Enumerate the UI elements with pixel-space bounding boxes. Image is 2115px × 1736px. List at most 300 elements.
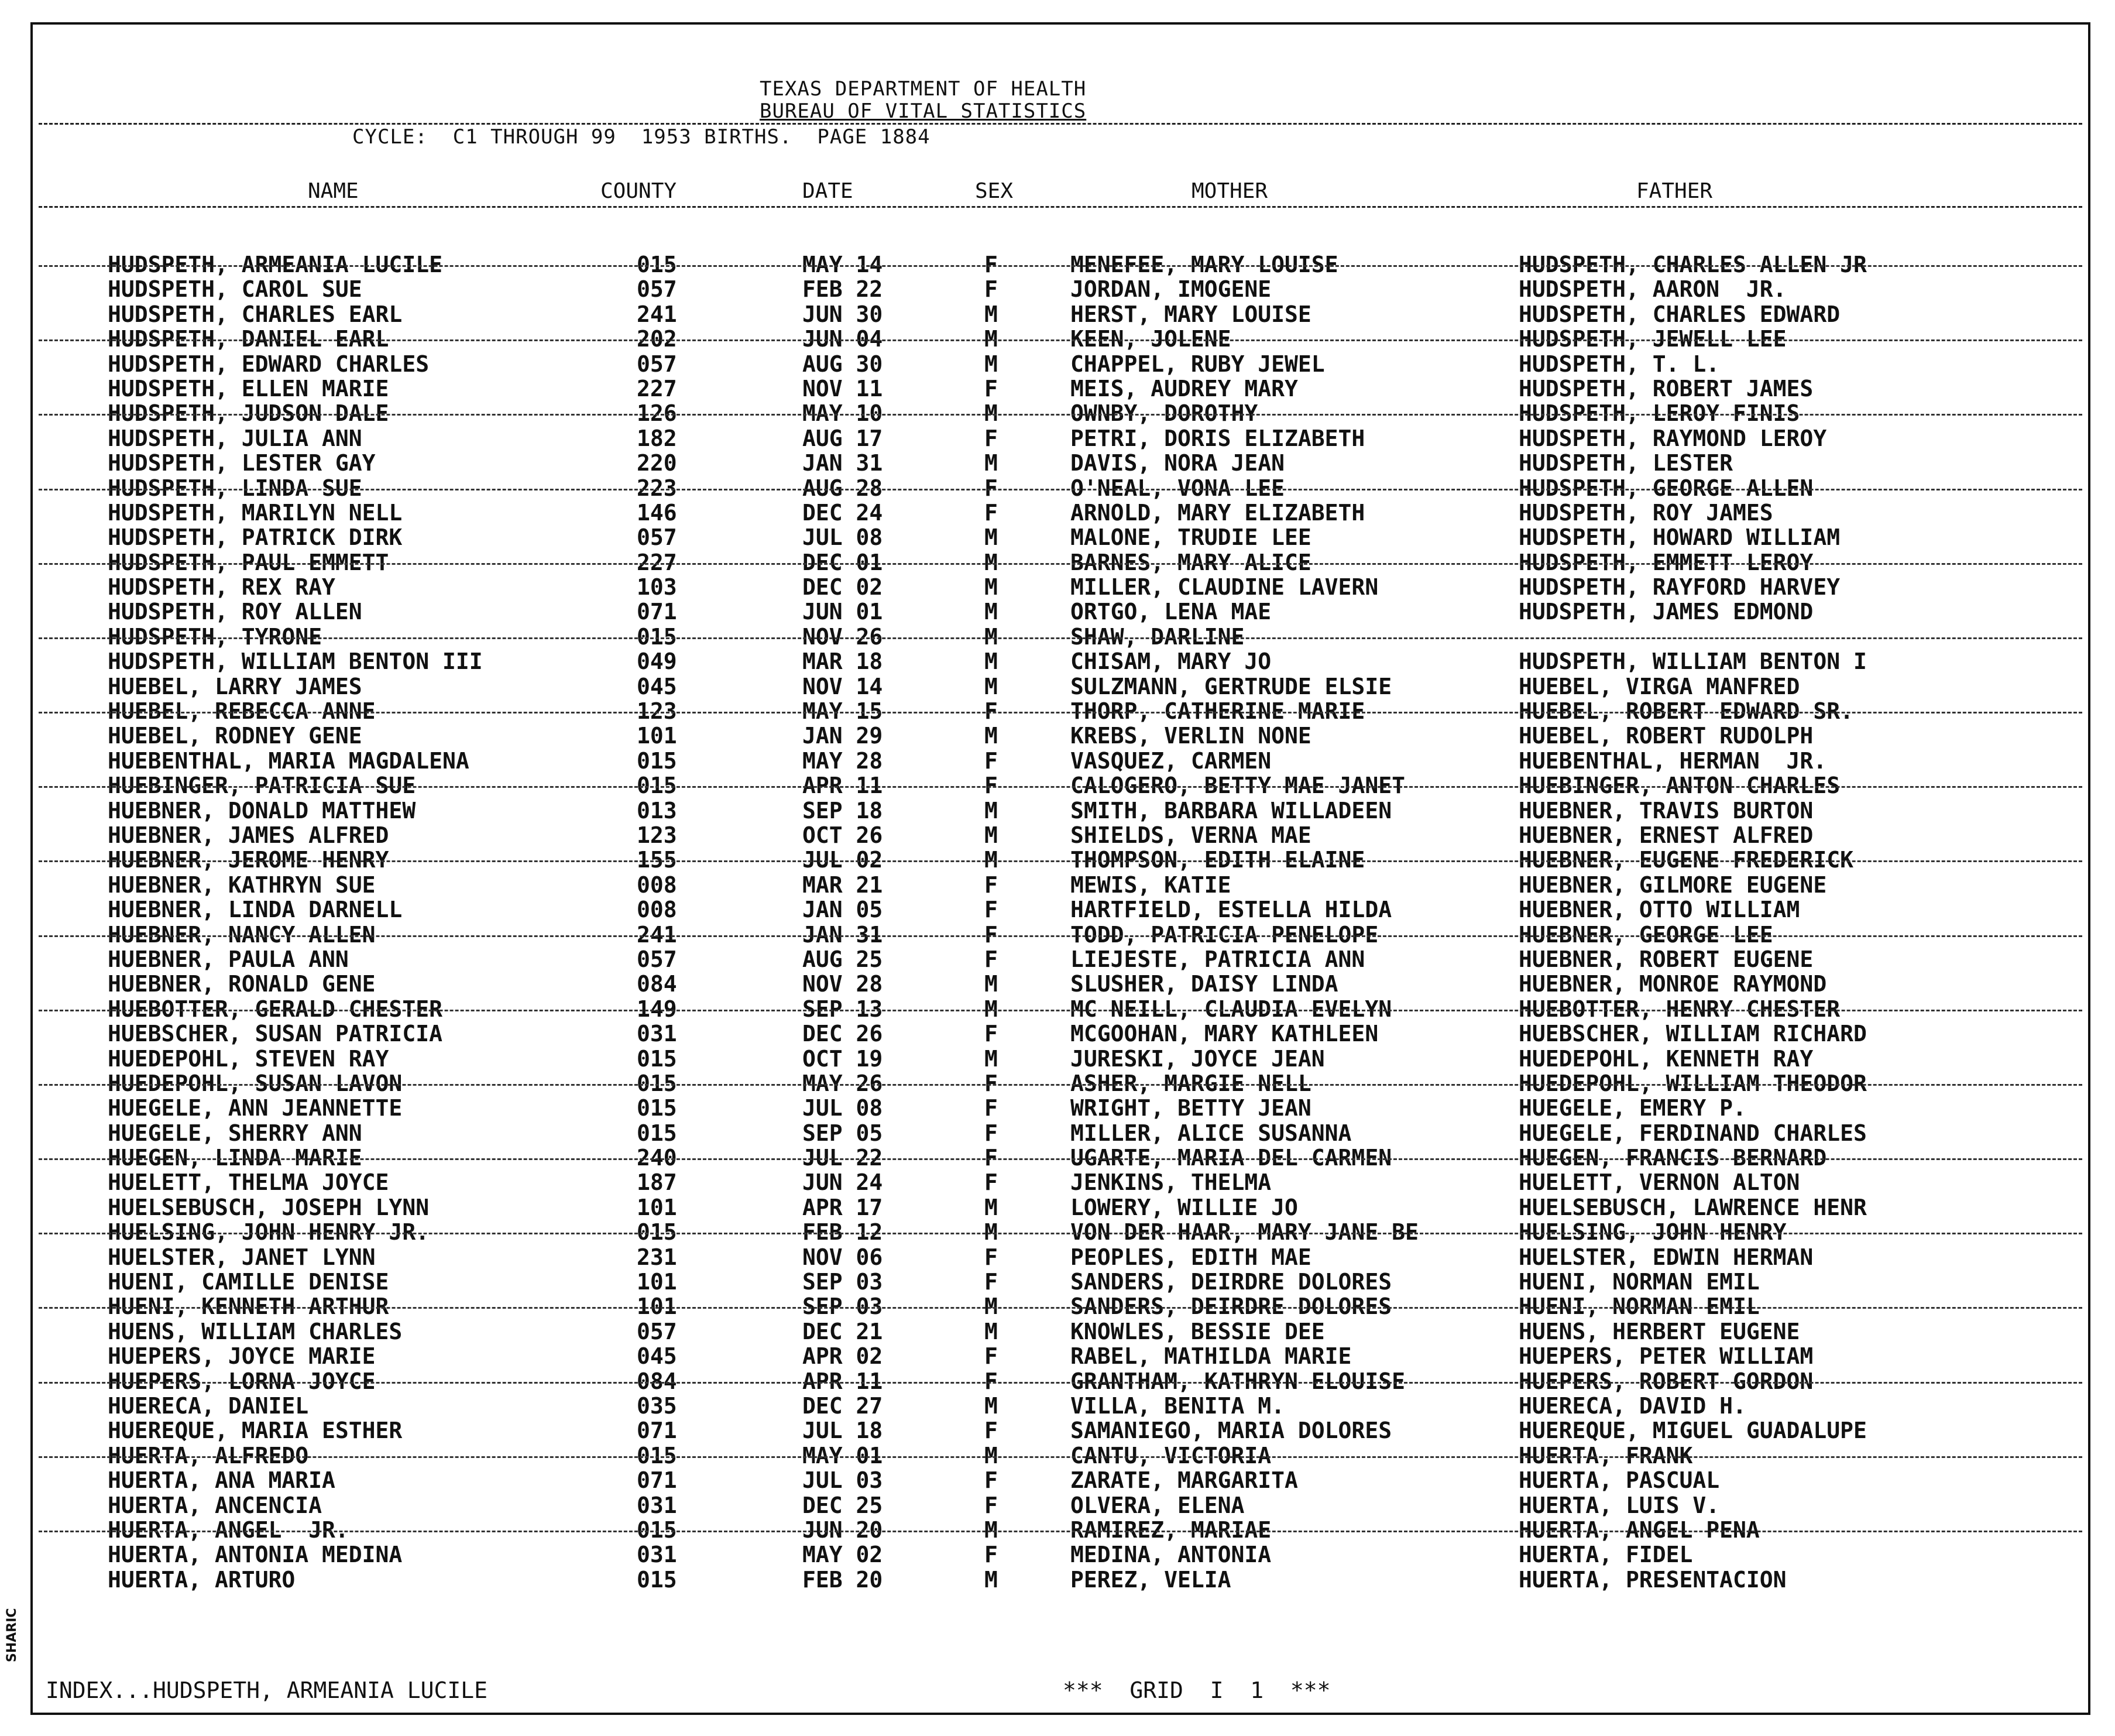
record-row [33,401,2088,426]
record-sex: M [984,1517,998,1543]
record-mother: MENEFEE, MARY LOUISE [1070,252,1338,277]
record-date: DEC 27 [802,1392,883,1419]
record-date: SEP 03 [802,1269,883,1295]
record-mother: CALOGERO, BETTY MAE JANET [1070,773,1405,799]
record-sex: F [984,1269,998,1295]
record-row [33,749,2088,773]
record-county: 015 [637,1045,677,1072]
record-sex: M [984,301,998,327]
record-mother: OWNBY, DOROTHY [1070,400,1258,427]
record-county: 101 [637,1269,677,1295]
record-date: MAY 10 [802,400,883,427]
record-sex: F [984,1169,998,1196]
record-row [33,773,2088,798]
record-name: HUELETT, THELMA JOYCE [108,1169,389,1196]
record-father: HUEBEL, VIRGA MANFRED [1519,673,1800,699]
record-sex: M [984,996,998,1022]
record-county: 182 [637,425,677,451]
record-mother: SHAW, DARLINE [1070,623,1245,650]
record-name: HUDSPETH, PAUL EMMETT [108,549,389,575]
record-sex: F [984,1244,998,1270]
record-father: HUEDEPOHL, KENNETH RAY [1519,1045,1814,1072]
record-name: HUEBNER, RONALD GENE [108,971,376,997]
record-name: HUDSPETH, CHARLES EARL [108,301,403,327]
record-mother: LOWERY, WILLIE JO [1070,1194,1298,1220]
record-sex: M [984,723,998,749]
record-name: HUERTA, ANTONIA MEDINA [108,1542,403,1568]
record-county: 031 [637,1021,677,1047]
record-mother: THOMPSON, EDITH ELAINE [1070,847,1365,873]
record-name: HUEPERS, LORNA JOYCE [108,1368,376,1394]
record-county: 015 [637,747,677,774]
record-name: HUEBNER, NANCY ALLEN [108,921,376,948]
record-row [33,897,2088,922]
record-mother: OLVERA, ELENA [1070,1492,1245,1518]
record-mother: BARNES, MARY ALICE [1070,549,1311,575]
record-date: JUL 03 [802,1467,883,1494]
record-date: SEP 03 [802,1294,883,1320]
record-row [33,1047,2088,1071]
record-father: HUELSTER, EDWIN HERMAN [1519,1244,1814,1270]
record-father: HUEBOTTER, HENRY CHESTER [1519,996,1841,1022]
record-row [33,1121,2088,1145]
record-county: 227 [637,549,677,575]
record-county: 015 [637,252,677,277]
record-father: HUERECA, DAVID H. [1519,1392,1746,1419]
record-father: HUEGELE, EMERY P. [1519,1095,1746,1121]
record-sex: M [984,1566,998,1593]
record-sex: M [984,574,998,601]
record-date: APR 17 [802,1194,883,1220]
record-father: HUDSPETH, LEROY FINIS [1519,400,1800,427]
record-mother: ARNOLD, MARY ELIZABETH [1070,499,1365,526]
record-sex: F [984,773,998,799]
record-county: 123 [637,698,677,725]
record-sex: M [984,822,998,848]
record-row [33,1518,2088,1542]
record-date: MAY 28 [802,747,883,774]
record-name: HUELSEBUSCH, JOSEPH LYNN [108,1194,430,1220]
record-date: AUG 25 [802,946,883,972]
record-sex: M [984,971,998,997]
record-sex: F [984,1492,998,1518]
record-mother: MCGOOHAN, MARY KATHLEEN [1070,1021,1379,1047]
record-row [33,550,2088,575]
record-name: HUDSPETH, REX RAY [108,574,335,601]
record-date: DEC 02 [802,574,883,601]
record-date: OCT 19 [802,1045,883,1072]
record-row [33,1443,2088,1468]
record-father: HUEPERS, PETER WILLIAM [1519,1343,1814,1370]
record-sex: M [984,649,998,675]
record-name: HUENI, CAMILLE DENISE [108,1269,389,1295]
record-county: 015 [637,1442,677,1469]
record-mother: CHAPPEL, RUBY JEWEL [1070,351,1325,377]
record-name: HUEBEL, RODNEY GENE [108,723,362,749]
record-mother: KNOWLES, BESSIE DEE [1070,1318,1325,1344]
record-row [33,1071,2088,1096]
record-name: HUDSPETH, JUDSON DALE [108,400,389,427]
record-father: HUEBNER, GEORGE LEE [1519,921,1773,948]
record-date: JUL 22 [802,1145,883,1171]
record-name: HUERTA, ALFREDO [108,1442,309,1469]
record-date: SEP 13 [802,996,883,1022]
record-mother: JURESKI, JOYCE JEAN [1070,1045,1325,1072]
record-name: HUELSING, JOHN HENRY JR. [108,1219,430,1246]
record-father: HUEBNER, ERNEST ALFRED [1519,822,1814,848]
record-date: JAN 05 [802,897,883,923]
record-mother: VILLA, BENITA M. [1070,1392,1285,1419]
record-sex: M [984,351,998,377]
record-row [33,451,2088,475]
record-row [33,1394,2088,1418]
record-row [33,1542,2088,1567]
record-mother: MEIS, AUDREY MARY [1070,375,1298,402]
record-father: HUDSPETH, CHARLES EDWARD [1519,301,1841,327]
record-name: HUEBNER, JEROME HENRY [108,847,389,873]
record-county: 057 [637,524,677,551]
record-sex: F [984,276,998,303]
record-date: NOV 06 [802,1244,883,1270]
record-father: HUDSPETH, RAYMOND LEROY [1519,425,1827,451]
record-mother: SMITH, BARBARA WILLADEEN [1070,797,1392,824]
record-mother: GRANTHAM, KATHRYN ELOUISE [1070,1368,1405,1394]
record-county: 241 [637,301,677,327]
record-county: 241 [637,921,677,948]
record-county: 045 [637,1343,677,1370]
record-name: HUEBNER, KATHRYN SUE [108,872,376,898]
record-name: HUEBSCHER, SUSAN PATRICIA [108,1021,442,1047]
record-row [33,327,2088,351]
record-row [33,426,2088,451]
record-name: HUEGELE, SHERRY ANN [108,1120,362,1146]
record-county: 103 [637,574,677,601]
record-date: MAR 18 [802,649,883,675]
record-date: JAN 29 [802,723,883,749]
record-father: HUELSEBUSCH, LAWRENCE HENR [1519,1194,1867,1220]
record-sex: F [984,1467,998,1494]
record-date: DEC 21 [802,1318,883,1344]
record-name: HUERTA, ARTURO [108,1566,296,1593]
record-date: AUG 28 [802,475,883,501]
record-father: HUEBNER, TRAVIS BURTON [1519,797,1814,824]
record-father: HUEBEL, ROBERT EDWARD SR. [1519,698,1853,725]
record-row [33,723,2088,748]
record-name: HUEGELE, ANN JEANNETTE [108,1095,403,1121]
record-county: 227 [637,375,677,402]
record-sex: F [984,252,998,277]
record-sex: F [984,1418,998,1444]
record-row [33,848,2088,872]
record-mother: MILLER, CLAUDINE LAVERN [1070,574,1379,601]
record-county: 008 [637,872,677,898]
record-county: 071 [637,1467,677,1494]
record-date: MAY 15 [802,698,883,725]
record-sex: F [984,747,998,774]
record-name: HUDSPETH, MARILYN NELL [108,499,403,526]
record-sex: M [984,524,998,551]
record-county: 015 [637,1095,677,1121]
record-date: MAY 26 [802,1070,883,1096]
record-date: JUL 02 [802,847,883,873]
record-date: JUN 01 [802,599,883,625]
record-county: 101 [637,1194,677,1220]
record-mother: ASHER, MARGIE NELL [1070,1070,1311,1096]
record-mother: KREBS, VERLIN NONE [1070,723,1311,749]
record-row [33,1567,2088,1592]
record-date: SEP 18 [802,797,883,824]
record-date: APR 11 [802,773,883,799]
record-mother: HERST, MARY LOUISE [1070,301,1311,327]
record-date: JUL 08 [802,1095,883,1121]
record-county: 049 [637,649,677,675]
record-row [33,1220,2088,1244]
record-sex: M [984,1392,998,1419]
record-date: MAY 01 [802,1442,883,1469]
record-mother: TODD, PATRICIA PENELOPE [1070,921,1379,948]
record-name: HUEDEPOHL, SUSAN LAVON [108,1070,403,1096]
record-row [33,376,2088,401]
record-date: JUL 08 [802,524,883,551]
record-county: 013 [637,797,677,824]
footer-index: INDEX...HUDSPETH, ARMEANIA LUCILE [46,1677,487,1703]
record-name: HUERECA, DANIEL [108,1392,309,1419]
record-name: HUEDEPOHL, STEVEN RAY [108,1045,389,1072]
col-header-name: NAME [308,179,359,203]
record-county: 057 [637,351,677,377]
header-department: TEXAS DEPARTMENT OF HEALTH [760,77,1087,101]
record-father: HUEDEPOHL, WILLIAM THEODOR [1519,1070,1867,1096]
record-name: HUEPERS, JOYCE MARIE [108,1343,376,1370]
record-sex: F [984,921,998,948]
record-mother: SAMANIEGO, MARIA DOLORES [1070,1418,1392,1444]
record-mother: KEEN, JOLENE [1070,326,1231,352]
record-father: HUDSPETH, CHARLES ALLEN JR [1519,252,1867,277]
record-father: HUENS, HERBERT EUGENE [1519,1318,1800,1344]
header-rule [39,123,2082,125]
record-date: NOV 14 [802,673,883,699]
record-sex: M [984,599,998,625]
record-father: HUERTA, ANGEL PENA [1519,1517,1760,1543]
record-mother: DAVIS, NORA JEAN [1070,450,1285,476]
record-row [33,476,2088,500]
record-sex: F [984,475,998,501]
record-father: HUDSPETH, AARON JR. [1519,276,1787,303]
record-row [33,1468,2088,1493]
record-father: HUERTA, FRANK [1519,1442,1693,1469]
record-name: HUERTA, ANGEL JR. [108,1517,349,1543]
record-father: HUEBNER, MONROE RAYMOND [1519,971,1827,997]
record-father: HUDSPETH, EMMETT LEROY [1519,549,1814,575]
record-mother: MALONE, TRUDIE LEE [1070,524,1311,551]
record-name: HUEBENTHAL, MARIA MAGDALENA [108,747,469,774]
record-sex: M [984,1318,998,1344]
record-name: HUDSPETH, WILLIAM BENTON III [108,649,483,675]
record-county: 071 [637,599,677,625]
record-row [33,1021,2088,1046]
col-header-sex: SEX [975,179,1014,203]
record-county: 015 [637,1219,677,1246]
record-mother: MEDINA, ANTONIA [1070,1542,1272,1568]
record-father: HUDSPETH, JEWELL LEE [1519,326,1787,352]
record-row [33,798,2088,823]
record-date: JAN 31 [802,450,883,476]
record-date: JUN 24 [802,1169,883,1196]
record-date: MAY 02 [802,1542,883,1568]
record-sex: F [984,1070,998,1096]
record-name: HUDSPETH, ROY ALLEN [108,599,362,625]
record-row [33,302,2088,327]
record-date: JUL 18 [802,1418,883,1444]
record-sex: M [984,1294,998,1320]
header-cycle: CYCLE: C1 THROUGH 99 1953 BIRTHS. PAGE 1884 [352,125,931,149]
record-county: 015 [637,773,677,799]
record-sex: F [984,375,998,402]
record-county: 123 [637,822,677,848]
record-sex: M [984,1194,998,1220]
record-county: 101 [637,1294,677,1320]
record-county: 220 [637,450,677,476]
record-sex: M [984,673,998,699]
record-sex: F [984,1368,998,1394]
record-sex: F [984,499,998,526]
record-name: HUDSPETH, ELLEN MARIE [108,375,389,402]
record-county: 035 [637,1392,677,1419]
record-row [33,1319,2088,1344]
footer-grid: *** GRID I 1 *** [1063,1677,1331,1703]
record-name: HUDSPETH, EDWARD CHARLES [108,351,430,377]
record-name: HUEGEN, LINDA MARIE [108,1145,362,1171]
record-row [33,649,2088,674]
record-county: 126 [637,400,677,427]
record-mother: SHIELDS, VERNA MAE [1070,822,1311,848]
record-date: NOV 26 [802,623,883,650]
record-county: 202 [637,326,677,352]
record-sex: M [984,400,998,427]
record-sex: M [984,623,998,650]
record-father: HUEBNER, OTTO WILLIAM [1519,897,1800,923]
record-row [33,1170,2088,1195]
record-row [33,575,2088,599]
record-county: 057 [637,946,677,972]
record-name: HUEBNER, PAULA ANN [108,946,349,972]
record-date: JAN 31 [802,921,883,948]
record-name: HUERTA, ANA MARIA [108,1467,335,1494]
header-bureau: BUREAU OF VITAL STATISTICS [760,100,1087,123]
record-county: 231 [637,1244,677,1270]
record-name: HUDSPETH, JULIA ANN [108,425,362,451]
col-header-father: FATHER [1636,179,1713,203]
record-name: HUEBINGER, PATRICIA SUE [108,773,416,799]
record-father: HUERTA, LUIS V. [1519,1492,1720,1518]
record-mother: WRIGHT, BETTY JEAN [1070,1095,1311,1121]
record-mother: PEREZ, VELIA [1070,1566,1231,1593]
record-name: HUDSPETH, PATRICK DIRK [108,524,403,551]
record-name: HUDSPETH, LESTER GAY [108,450,376,476]
record-sex: F [984,1095,998,1121]
record-date: FEB 12 [802,1219,883,1246]
record-sex: F [984,1021,998,1047]
record-father: HUELETT, VERNON ALTON [1519,1169,1800,1196]
record-date: JUN 20 [802,1517,883,1543]
record-mother: CANTU, VICTORIA [1070,1442,1272,1469]
record-row [33,997,2088,1021]
record-sex: M [984,549,998,575]
record-father: HUEBENTHAL, HERMAN JR. [1519,747,1827,774]
record-mother: SLUSHER, DAISY LINDA [1070,971,1338,997]
record-row [33,1145,2088,1170]
record-date: JUN 04 [802,326,883,352]
record-sex: F [984,1145,998,1171]
record-date: AUG 30 [802,351,883,377]
record-date: NOV 28 [802,971,883,997]
record-sex: M [984,326,998,352]
record-mother: SANDERS, DEIRDRE DOLORES [1070,1269,1392,1295]
record-name: HUDSPETH, CAROL SUE [108,276,362,303]
record-father: HUDSPETH, HOWARD WILLIAM [1519,524,1841,551]
record-father: HUEBNER, EUGENE FREDERICK [1519,847,1853,873]
record-father: HUDSPETH, WILLIAM BENTON I [1519,649,1867,675]
record-county: 015 [637,623,677,650]
record-mother: UGARTE, MARIA DEL CARMEN [1070,1145,1392,1171]
record-mother: MILLER, ALICE SUSANNA [1070,1120,1352,1146]
record-row [33,922,2088,947]
record-county: 015 [637,1070,677,1096]
record-row [33,972,2088,996]
record-county: 015 [637,1517,677,1543]
record-row [33,1195,2088,1220]
record-father: HUEPERS, ROBERT GORDON [1519,1368,1814,1394]
record-sex: F [984,1542,998,1568]
record-father: HUDSPETH, T. L. [1519,351,1720,377]
record-sex: M [984,1442,998,1469]
record-father: HUDSPETH, RAYFORD HARVEY [1519,574,1841,601]
record-name: HUEBEL, LARRY JAMES [108,673,362,699]
record-county: 057 [637,1318,677,1344]
record-mother: MC NEILL, CLAUDIA EVELYN [1070,996,1392,1022]
record-county: 031 [637,1492,677,1518]
record-father: HUENI, NORMAN EMIL [1519,1294,1760,1320]
record-date: NOV 11 [802,375,883,402]
record-name: HUEBOTTER, GERALD CHESTER [108,996,442,1022]
record-father: HUEGELE, FERDINAND CHARLES [1519,1120,1867,1146]
record-county: 084 [637,971,677,997]
record-name: HUDSPETH, ARMEANIA LUCILE [108,252,442,277]
record-county: 146 [637,499,677,526]
record-row [33,1294,2088,1319]
page-frame [30,22,2090,1715]
record-row [33,1493,2088,1518]
record-date: APR 02 [802,1343,883,1370]
record-father: HUERTA, PRESENTACION [1519,1566,1787,1593]
record-date: JUN 30 [802,301,883,327]
record-date: DEC 24 [802,499,883,526]
side-label: SHARIC [5,1608,19,1662]
record-name: HUEBNER, DONALD MATTHEW [108,797,416,824]
record-sex: F [984,872,998,898]
record-county: 031 [637,1542,677,1568]
record-mother: PEOPLES, EDITH MAE [1070,1244,1311,1270]
record-date: APR 11 [802,1368,883,1394]
record-sex: F [984,897,998,923]
record-mother: VASQUEZ, CARMEN [1070,747,1272,774]
record-name: HUENS, WILLIAM CHARLES [108,1318,403,1344]
record-sex: M [984,1219,998,1246]
record-row [33,947,2088,972]
record-county: 045 [637,673,677,699]
record-name: HUEBEL, REBECCA ANNE [108,698,376,725]
record-sex: F [984,698,998,725]
